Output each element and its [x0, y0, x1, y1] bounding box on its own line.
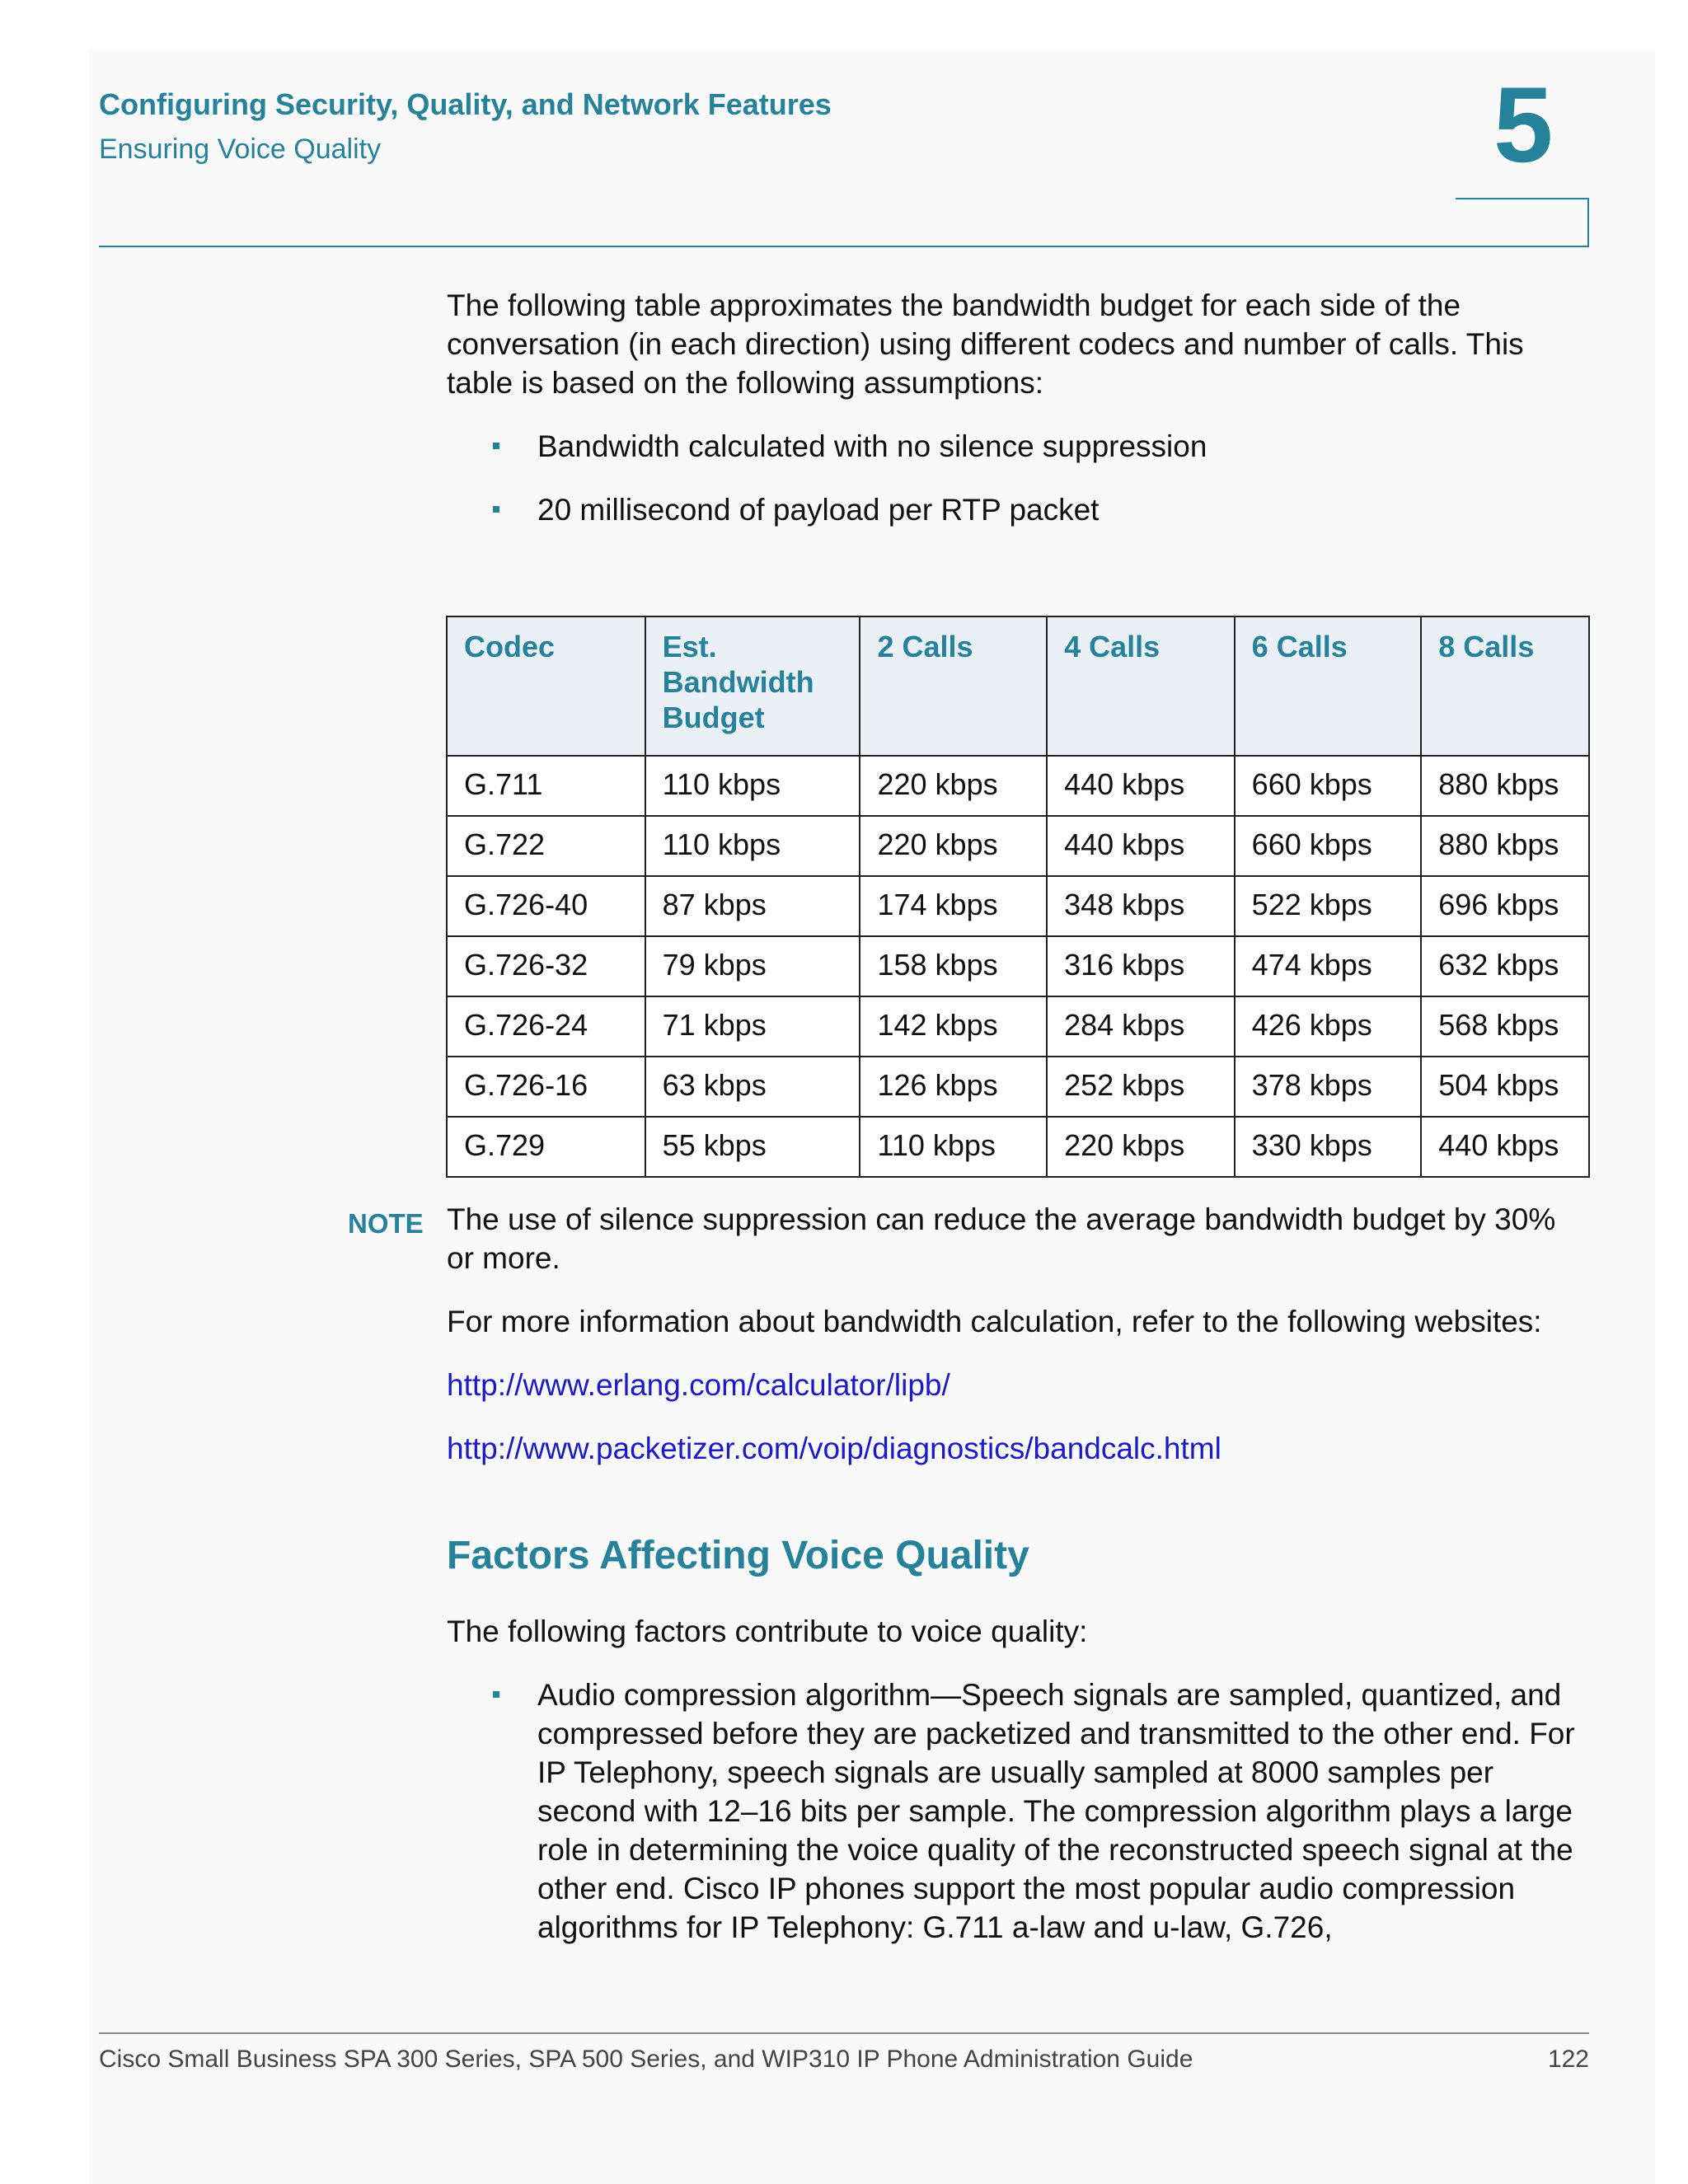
table-cell: 110 kbps [645, 756, 860, 816]
intro-paragraph: The following table approximates the bandwidth budget for each side of the conversation (in each direction) using different codecs and number of calls. This table is based on the following assumptions: [447, 288, 1524, 400]
table-cell: 284 kbps [1047, 996, 1235, 1057]
bullet-icon [493, 506, 499, 513]
bandwidth-table [446, 616, 1590, 1178]
table-cell: 348 kbps [1047, 876, 1235, 936]
table-cell: 330 kbps [1235, 1117, 1422, 1177]
table-cell: G.726-40 [447, 876, 645, 936]
table-cell: G.726-16 [447, 1057, 645, 1117]
table-cell: 158 kbps [860, 936, 1047, 996]
table-cell: 880 kbps [1421, 816, 1589, 876]
table-cell: 660 kbps [1235, 756, 1422, 816]
table-cell: 71 kbps [645, 996, 860, 1057]
bullet-icon [493, 1691, 499, 1698]
footer-divider [99, 2032, 1589, 2034]
table-cell: 142 kbps [860, 996, 1047, 1057]
bullet-text: 20 millisecond of payload per RTP packet [537, 493, 1100, 527]
chapter-title: Configuring Security, Quality, and Network Features [99, 87, 832, 121]
table-cell: 440 kbps [1047, 816, 1235, 876]
table-cell: 440 kbps [1047, 756, 1235, 816]
table-cell: 880 kbps [1421, 756, 1589, 816]
table-cell: 378 kbps [1235, 1057, 1422, 1117]
table-cell: G.729 [447, 1117, 645, 1177]
table-cell: 79 kbps [645, 936, 860, 996]
table-cell: 110 kbps [645, 816, 860, 876]
table-cell: G.722 [447, 816, 645, 876]
table-cell: 174 kbps [860, 876, 1047, 936]
table-cell: 440 kbps [1421, 1117, 1589, 1177]
table-cell: 220 kbps [860, 756, 1047, 816]
table-row [447, 876, 1589, 936]
table-row [447, 936, 1589, 996]
factors-intro: The following factors contribute to voice quality: [447, 1615, 1088, 1648]
header-divider [99, 246, 1589, 247]
section-title-header: Ensuring Voice Quality [99, 134, 382, 165]
table-cell: G.726-32 [447, 936, 645, 996]
table-cell: 568 kbps [1421, 996, 1589, 1057]
table-cell: 126 kbps [860, 1057, 1047, 1117]
table-cell: 660 kbps [1235, 816, 1422, 876]
table-row [447, 1117, 1589, 1177]
table-cell: G.711 [447, 756, 645, 816]
note-text: The use of silence suppression can reduce the average bandwidth budget by 30% or more. [447, 1202, 1556, 1275]
note-label: NOTE [348, 1208, 424, 1239]
table-row [447, 756, 1589, 816]
more-info-text: For more information about bandwidth calculation, refer to the following websites: [447, 1305, 1542, 1338]
chapter-tab-border [1456, 198, 1589, 247]
table-row [447, 1057, 1589, 1117]
table-cell: 63 kbps [645, 1057, 860, 1117]
page-number: 122 [1547, 2046, 1589, 2073]
table-row [447, 816, 1589, 876]
table-cell: 426 kbps [1235, 996, 1422, 1057]
bullet-text: Bandwidth calculated with no silence suppression [537, 429, 1207, 463]
table-cell: 220 kbps [860, 816, 1047, 876]
footer-guide-title: Cisco Small Business SPA 300 Series, SPA 500 Series, and WIP310 IP Phone Administration Guide [99, 2046, 1193, 2073]
table-header-row [447, 616, 1589, 756]
factors-heading: Factors Affecting Voice Quality [447, 1534, 1029, 1577]
bullet-text: Audio compression algorithm—Speech signals are sampled, quantized, and compressed before they are packetized and transmitted to the other end. For IP Telephony, speech signals are usually sampled at 8000 samples per second with 12–16 bits per sample. The compression algorithm plays a large role in determining the voice quality of the reconstructed speech signal at the other end. Cisco IP phones support the most popular audio compression algorithms for IP Telephony: G.711 a-law and u-law, G.726, [537, 1678, 1575, 1944]
table-cell: 220 kbps [1047, 1117, 1235, 1177]
table-cell: 696 kbps [1421, 876, 1589, 936]
table-cell: 55 kbps [645, 1117, 860, 1177]
table-cell: 316 kbps [1047, 936, 1235, 996]
table-cell: 474 kbps [1235, 936, 1422, 996]
chapter-number: 5 [1493, 64, 1554, 185]
column-header: 4 Calls [1047, 616, 1235, 756]
table-cell: 504 kbps [1421, 1057, 1589, 1117]
table-cell: 632 kbps [1421, 936, 1589, 996]
column-header: Codec [447, 616, 645, 756]
table-cell: 110 kbps [860, 1117, 1047, 1177]
packetizer-link[interactable]: http://www.packetizer.com/voip/diagnostics/bandcalc.html [447, 1432, 1221, 1465]
column-header: 2 Calls [860, 616, 1047, 756]
bullet-icon [493, 443, 499, 449]
table-row [447, 996, 1589, 1057]
table-cell: 87 kbps [645, 876, 860, 936]
column-header: 6 Calls [1235, 616, 1422, 756]
column-header: 8 Calls [1421, 616, 1589, 756]
table-cell: 522 kbps [1235, 876, 1422, 936]
table-cell: G.726-24 [447, 996, 645, 1057]
erlang-link[interactable]: http://www.erlang.com/calculator/lipb/ [447, 1368, 950, 1402]
column-header: Est. Bandwidth Budget [645, 616, 860, 756]
table-cell: 252 kbps [1047, 1057, 1235, 1117]
